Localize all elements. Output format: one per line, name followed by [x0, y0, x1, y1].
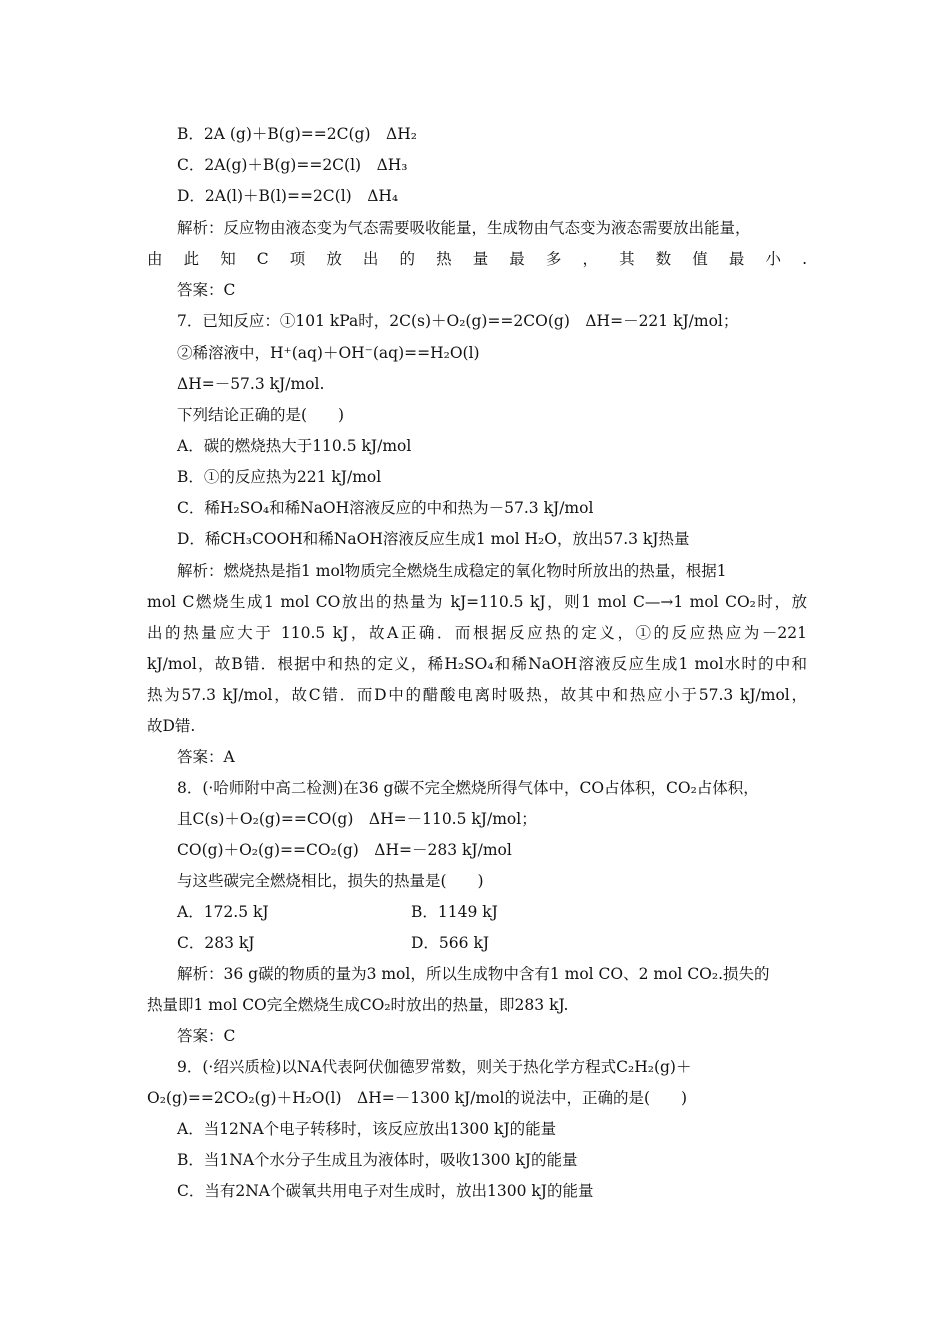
option-c-q9: C．当有2NA个碳氧共用电子对生成时，放出1300 kJ的能量 — [177, 1182, 594, 1200]
option-a-q9: A．当12NA个电子转移时，该反应放出1300 kJ的能量 — [177, 1120, 557, 1138]
question-7-prompt: 下列结论正确的是( ) — [177, 406, 345, 424]
option-b-q9: B．当1NA个水分子生成且为液体时，吸收1300 kJ的能量 — [177, 1151, 578, 1169]
question-7-reaction2: ②稀溶液中，H⁺(aq)＋OH⁻(aq)==H₂O(l) — [177, 344, 480, 362]
option-c-q7: C．稀H₂SO₄和稀NaOH溶液反应的中和热为－57.3 kJ/mol — [177, 499, 594, 517]
option-b-q8: B．1149 kJ — [411, 903, 498, 921]
option-d-q6: D．2A(l)＋B(l)==2C(l) ΔH₄ — [177, 187, 399, 205]
question-9-stem: 9．(·绍兴质检)以NA代表阿伏伽德罗常数，则关于热化学方程式C₂H₂(g)＋ — [177, 1058, 692, 1076]
option-b-q7: B．①的反应热为221 kJ/mol — [177, 468, 382, 486]
option-c-q6: C．2A(g)＋B(g)==2C(l) ΔH₃ — [177, 156, 408, 174]
question-8-prompt: 与这些碳完全燃烧相比，损失的热量是( ) — [177, 872, 484, 890]
question-8-reaction2: CO(g)＋O₂(g)==CO₂(g) ΔH=－283 kJ/mol — [177, 841, 512, 859]
question-7-dh2: ΔH=－57.3 kJ/mol. — [177, 375, 325, 393]
question-8-reaction1: 且C(s)＋O₂(g)==CO(g) ΔH=－110.5 kJ/mol； — [177, 810, 537, 828]
question-8-stem: 8．(·哈师附中高二检测)在36 g碳不完全燃烧所得气体中，CO占体积，CO₂占体积， — [177, 779, 759, 797]
option-a-q8: A．172.5 kJ — [177, 903, 269, 921]
answer-q8: 答案：C — [177, 1027, 236, 1045]
option-c-q8: C．283 kJ — [177, 934, 255, 952]
analysis-q7-line2: mol C燃烧生成1 mol CO放出的热量为 kJ=110.5 kJ，则1 mol C—→1 mol CO₂时，放 — [147, 593, 807, 611]
answer-q6: 答案：C — [177, 281, 236, 299]
analysis-q7-line6: 故D错. — [147, 717, 196, 735]
option-d-q8: D．566 kJ — [411, 934, 490, 952]
analysis-q7-line4: kJ/mol，故B错．根据中和热的定义，稀H₂SO₄和稀NaOH溶液反应生成1 mol水时的中和 — [147, 655, 807, 673]
analysis-q6-line2: 由此知C项放出的热量最多，其数值最小. — [147, 250, 807, 268]
analysis-q7-line5: 热为57.3 kJ/mol，故C错．而D中的醋酸电离时吸热，故其中和热应小于57.3 kJ/mol， — [147, 686, 807, 704]
question-7-stem: 7．已知反应：①101 kPa时，2C(s)＋O₂(g)==2CO(g) ΔH=－221 kJ/mol； — [177, 312, 739, 330]
answer-q7: 答案：A — [177, 748, 235, 766]
option-a-q7: A．碳的燃烧热大于110.5 kJ/mol — [177, 437, 412, 455]
analysis-q6-line1: 解析：反应物由液态变为气态需要吸收能量，生成物由气态变为液态需要放出能量， — [177, 219, 751, 237]
analysis-q8-line2: 热量即1 mol CO完全燃烧生成CO₂时放出的热量，即283 kJ. — [147, 996, 569, 1014]
analysis-q7-line1: 解析：燃烧热是指1 mol物质完全燃烧生成稳定的氧化物时所放出的热量，根据1 — [177, 562, 727, 580]
analysis-q8-line1: 解析：36 g碳的物质的量为3 mol，所以生成物中含有1 mol CO、2 mol CO₂.损失的 — [177, 965, 770, 983]
option-d-q7: D．稀CH₃COOH和稀NaOH溶液反应生成1 mol H₂O，放出57.3 kJ热量 — [177, 530, 690, 548]
analysis-q7-line3: 出的热量应大于 110.5 kJ，故A正确．而根据反应热的定义，①的反应热应为－221 — [147, 624, 807, 642]
question-9-equation: O₂(g)==2CO₂(g)＋H₂O(l) ΔH=－1300 kJ/mol的说法中，正确的是( ) — [147, 1089, 688, 1107]
option-b-q6: B．2A (g)＋B(g)==2C(g) ΔH₂ — [177, 125, 417, 143]
